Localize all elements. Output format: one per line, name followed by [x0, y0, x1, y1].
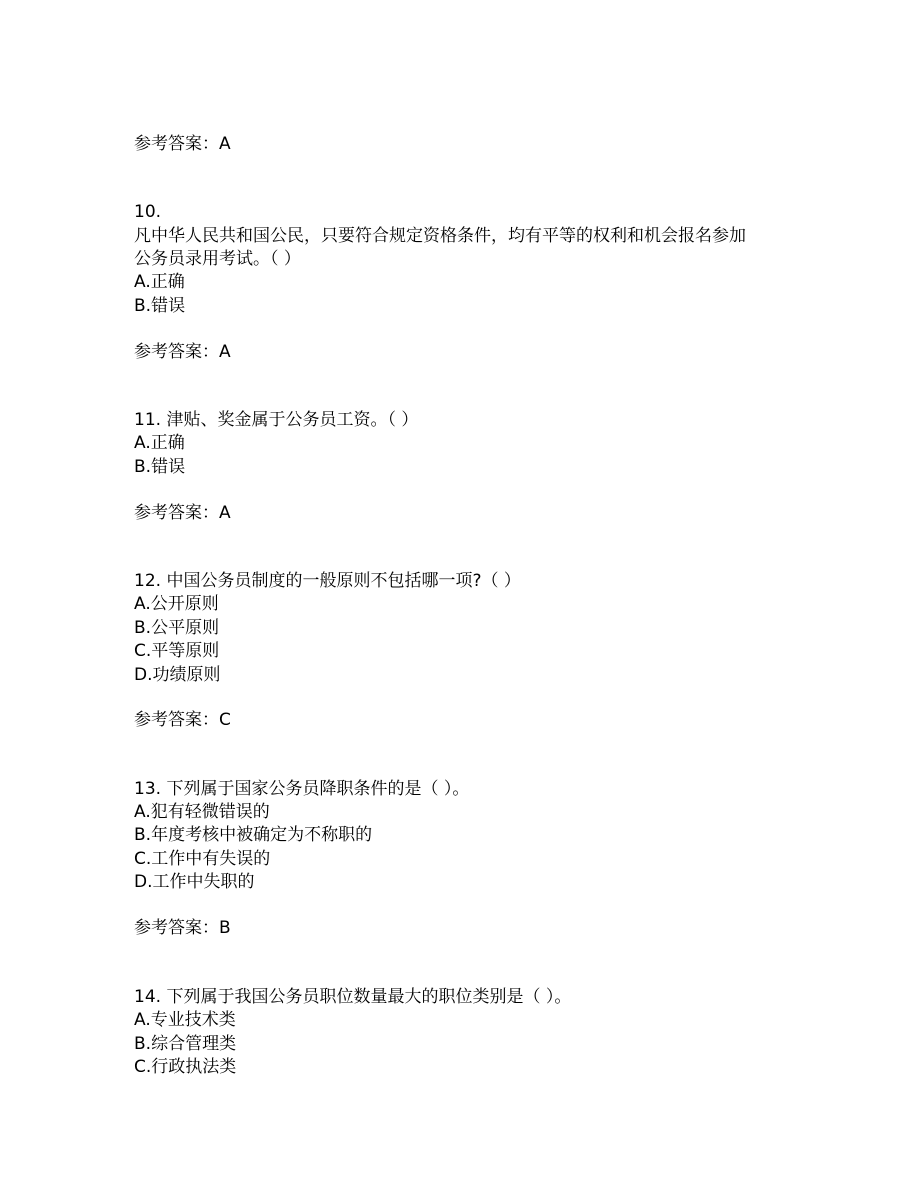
- question-text: 14. 下列属于我国公务员职位数量最大的职位类别是（ ）。: [134, 987, 572, 1007]
- option-line: B.错误: [134, 457, 186, 477]
- answer-line: 参考答案：C: [134, 710, 231, 730]
- question-text: 12. 中国公务员制度的一般原则不包括哪一项?（ ）: [134, 571, 521, 591]
- question-text: 凡中华人民共和国公民，只要符合规定资格条件，均有平等的权利和机会报名参加: [134, 226, 746, 246]
- option-line: A.犯有轻微错误的: [134, 802, 270, 822]
- option-line: A.正确: [134, 272, 185, 292]
- option-line: B.公平原则: [134, 618, 220, 638]
- option-line: A.专业技术类: [134, 1010, 236, 1030]
- option-line: D.功绩原则: [134, 665, 221, 685]
- question-number: 10.: [134, 202, 162, 222]
- option-line: B.综合管理类: [134, 1034, 237, 1054]
- question-text: 公务员录用考试。（ ）: [134, 249, 301, 269]
- answer-line: 参考答案：A: [134, 134, 231, 154]
- option-line: A.正确: [134, 433, 185, 453]
- option-line: C.工作中有失误的: [134, 849, 271, 869]
- answer-line: 参考答案：A: [134, 342, 231, 362]
- question-text: 13. 下列属于国家公务员降职条件的是（ ）。: [134, 779, 470, 799]
- option-line: A.公开原则: [134, 594, 219, 614]
- option-line: C.平等原则: [134, 641, 220, 661]
- option-line: C.行政执法类: [134, 1057, 237, 1077]
- question-text: 11. 津贴、奖金属于公务员工资。（ ）: [134, 410, 419, 430]
- option-line: B.年度考核中被确定为不称职的: [134, 825, 373, 845]
- option-line: D.工作中失职的: [134, 872, 255, 892]
- answer-line: 参考答案：B: [134, 918, 231, 938]
- answer-line: 参考答案：A: [134, 503, 231, 523]
- option-line: B.错误: [134, 296, 186, 316]
